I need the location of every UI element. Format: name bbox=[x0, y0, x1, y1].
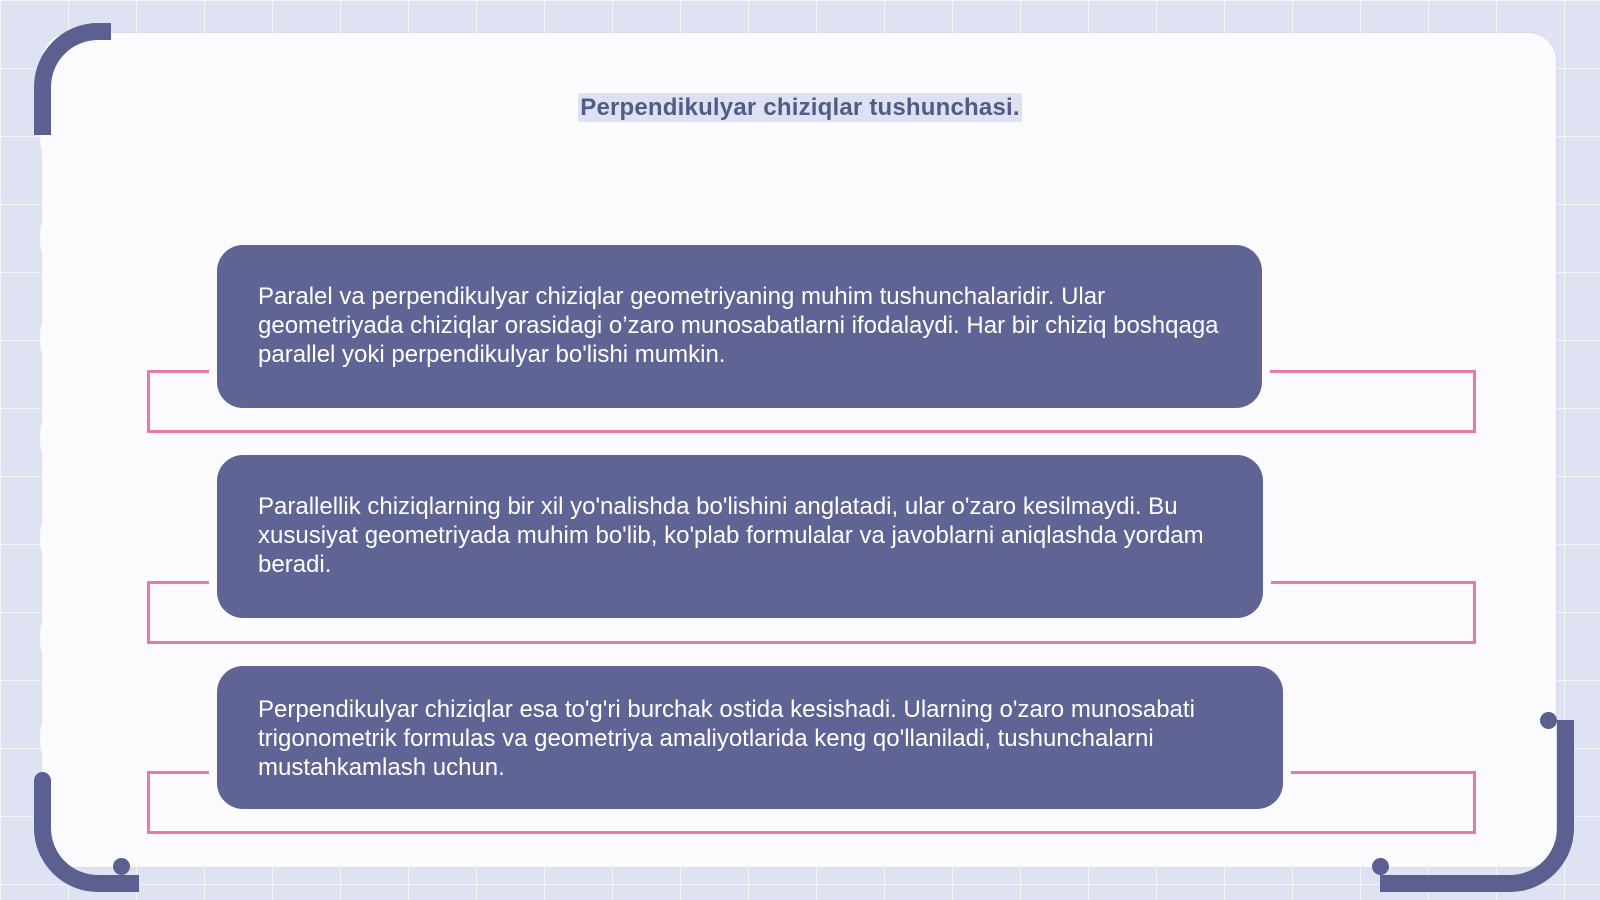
bracket-cap bbox=[1372, 858, 1389, 875]
paper-scallop bbox=[40, 403, 74, 473]
text-card bbox=[217, 455, 1263, 618]
page-title bbox=[0, 94, 1600, 122]
text-card bbox=[217, 245, 1262, 408]
paper-scallop bbox=[40, 603, 74, 673]
card-text: Perpendikulyar chiziqlar esa to'g'ri burchak ostida kesishadi. Ularning o'zaro munosabati trigonometrik formulas va geometriya amaliyotlarida keng qo'llaniladi, tushunchalarni mustahkamlash uchun. bbox=[258, 696, 1195, 781]
bracket-cap bbox=[1540, 712, 1557, 729]
page-title-text: Perpendikulyar chiziqlar tushunchasi. bbox=[580, 94, 1020, 121]
card-text: Paralel va perpendikulyar chiziqlar geometriyaning muhim tushunchalaridir. Ular geometriyada chiziqlar orasidagi o’zaro munosabatlarni ifodalaydi. Har bir chiziq boshqaga parallel yoki perpendikulyar bo'lishi mumkin. bbox=[258, 283, 1219, 368]
paper-scallop bbox=[40, 503, 74, 573]
card-text: Parallellik chiziqlarning bir xil yo'nalishda bo'lishini anglatadi, ular o'zaro kesilmaydi. Bu xususiyat geometriyada muhim bo'lib, ko'plab formulalar va javoblarni aniqlashda yordam beradi. bbox=[258, 493, 1204, 578]
paper-scallop bbox=[40, 203, 74, 273]
bracket-cap bbox=[86, 23, 103, 40]
bracket-cap bbox=[113, 858, 130, 875]
paper-scallop bbox=[40, 303, 74, 373]
paper-scallop bbox=[40, 703, 74, 773]
text-card bbox=[217, 666, 1283, 809]
bracket-cap bbox=[34, 772, 51, 789]
corner-bracket-bottom-left bbox=[34, 780, 139, 892]
